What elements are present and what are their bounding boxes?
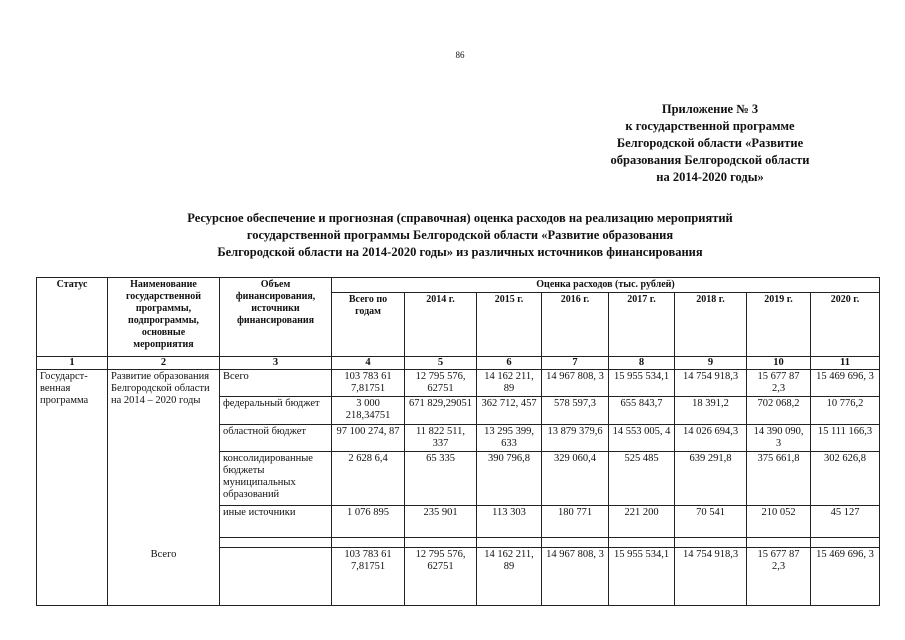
value-cell-2016: 14 967 808, 3 (542, 370, 609, 397)
header-2014: 2014 г. (405, 293, 477, 357)
value-cell-2018: 18 391,2 (675, 397, 747, 425)
value-cell-2015: 14 162 211, 89 (477, 370, 542, 397)
empty-cell (747, 538, 811, 548)
column-number: 10 (747, 357, 811, 370)
value-cell-2016: 14 967 808, 3 (542, 548, 609, 606)
source-cell: Всего (220, 370, 332, 397)
total-cell: 97 100 274, 87 (332, 425, 405, 452)
column-number: 2 (108, 357, 220, 370)
empty-cell (811, 538, 880, 548)
value-cell-2020: 15 111 166,3 (811, 425, 880, 452)
value-cell-2016: 578 597,3 (542, 397, 609, 425)
total-label-cell: Всего (108, 548, 220, 606)
column-number: 6 (477, 357, 542, 370)
total-cell: 103 783 61 7,81751 (332, 548, 405, 606)
value-cell-2018: 639 291,8 (675, 452, 747, 506)
empty-cell (542, 538, 609, 548)
column-number: 4 (332, 357, 405, 370)
value-cell-2014: 235 901 (405, 506, 477, 538)
value-cell-2014: 671 829,29051 (405, 397, 477, 425)
appendix-header (560, 101, 860, 186)
value-cell-2017: 221 200 (609, 506, 675, 538)
value-cell-2015: 13 295 399, 633 (477, 425, 542, 452)
value-cell-2015: 113 303 (477, 506, 542, 538)
value-cell-2020: 10 776,2 (811, 397, 880, 425)
empty-cell (675, 538, 747, 548)
value-cell-2016: 180 771 (542, 506, 609, 538)
value-cell-2014: 12 795 576, 62751 (405, 548, 477, 606)
header-row-1 (37, 278, 880, 293)
total-cell: 2 628 6,4 (332, 452, 405, 506)
value-cell-2020: 45 127 (811, 506, 880, 538)
value-cell-2017: 14 553 005, 4 (609, 425, 675, 452)
value-cell-2018: 14 754 918,3 (675, 370, 747, 397)
appendix-line-4: образования Белгородской области (610, 153, 810, 167)
header-program-name: Наименование государственной программы, подпрограммы, основные мероприятия (108, 278, 220, 357)
column-number: 11 (811, 357, 880, 370)
empty-cell (37, 548, 108, 606)
document-title (60, 210, 860, 261)
column-number: 5 (405, 357, 477, 370)
value-cell-2019: 375 661,8 (747, 452, 811, 506)
column-number: 1 (37, 357, 108, 370)
header-status: Статус (37, 278, 108, 357)
total-cell: 3 000 218,34751 (332, 397, 405, 425)
table-row-total (37, 548, 880, 606)
header-expense-estimate: Оценка расходов (тыс. рублей) (332, 278, 880, 293)
value-cell-2014: 12 795 576, 62751 (405, 370, 477, 397)
value-cell-2017: 15 955 534,1 (609, 548, 675, 606)
header-2020: 2020 г. (811, 293, 880, 357)
source-cell: иные источники (220, 506, 332, 538)
value-cell-2018: 70 541 (675, 506, 747, 538)
budget-table (36, 277, 880, 606)
empty-cell (220, 548, 332, 606)
status-cell: Государст-венная программа (37, 370, 108, 548)
value-cell-2019: 702 068,2 (747, 397, 811, 425)
header-2015: 2015 г. (477, 293, 542, 357)
empty-cell (609, 538, 675, 548)
column-number: 3 (220, 357, 332, 370)
value-cell-2019: 210 052 (747, 506, 811, 538)
empty-cell (332, 538, 405, 548)
title-line-3: Белгородской области на 2014-2020 годы» из различных источников финансирования (217, 245, 703, 259)
value-cell-2019: 15 677 87 2,3 (747, 548, 811, 606)
value-cell-2016: 329 060,4 (542, 452, 609, 506)
value-cell-2015: 390 796,8 (477, 452, 542, 506)
column-number: 9 (675, 357, 747, 370)
appendix-line-2: к государственной программе (625, 119, 795, 133)
program-name-cell: Развитие образования Белгородской области на 2014 – 2020 годы (108, 370, 220, 548)
source-cell: консолидированные бюджеты муниципальных образований (220, 452, 332, 506)
empty-cell (405, 538, 477, 548)
appendix-line-1: Приложение № 3 (661, 102, 759, 116)
source-cell: областной бюджет (220, 425, 332, 452)
value-cell-2016: 13 879 379,6 (542, 425, 609, 452)
value-cell-2019: 14 390 090, 3 (747, 425, 811, 452)
value-cell-2015: 14 162 211, 89 (477, 548, 542, 606)
value-cell-2014: 11 822 511, 337 (405, 425, 477, 452)
value-cell-2020: 15 469 696, 3 (811, 370, 880, 397)
page-number: 86 (455, 50, 465, 60)
value-cell-2017: 655 843,7 (609, 397, 675, 425)
value-cell-2020: 15 469 696, 3 (811, 548, 880, 606)
column-number: 7 (542, 357, 609, 370)
empty-cell (220, 538, 332, 548)
value-cell-2020: 302 626,8 (811, 452, 880, 506)
column-number-row (37, 357, 880, 370)
column-number: 8 (609, 357, 675, 370)
value-cell-2017: 525 485 (609, 452, 675, 506)
total-cell: 1 076 895 (332, 506, 405, 538)
header-2016: 2016 г. (542, 293, 609, 357)
appendix-line-5: на 2014-2020 годы» (656, 170, 764, 184)
header-2019: 2019 г. (747, 293, 811, 357)
title-line-1: Ресурсное обеспечение и прогнозная (справочная) оценка расходов на реализацию мероприятий (187, 211, 733, 225)
header-2017: 2017 г. (609, 293, 675, 357)
value-cell-2018: 14 754 918,3 (675, 548, 747, 606)
empty-cell (477, 538, 542, 548)
value-cell-2018: 14 026 694,3 (675, 425, 747, 452)
value-cell-2017: 15 955 534,1 (609, 370, 675, 397)
title-line-2: государственной программы Белгородской области «Развитие образования (246, 228, 674, 242)
source-cell: федеральный бюджет (220, 397, 332, 425)
value-cell-2015: 362 712, 457 (477, 397, 542, 425)
value-cell-2014: 65 335 (405, 452, 477, 506)
header-2018: 2018 г. (675, 293, 747, 357)
total-cell: 103 783 61 7,81751 (332, 370, 405, 397)
value-cell-2019: 15 677 87 2,3 (747, 370, 811, 397)
header-financing-volume: Объем финансирования, источники финансирования (220, 278, 332, 357)
appendix-line-3: Белгородской области «Развитие (616, 136, 804, 150)
header-total: Всего по годам (332, 293, 405, 357)
table-row (37, 370, 880, 397)
